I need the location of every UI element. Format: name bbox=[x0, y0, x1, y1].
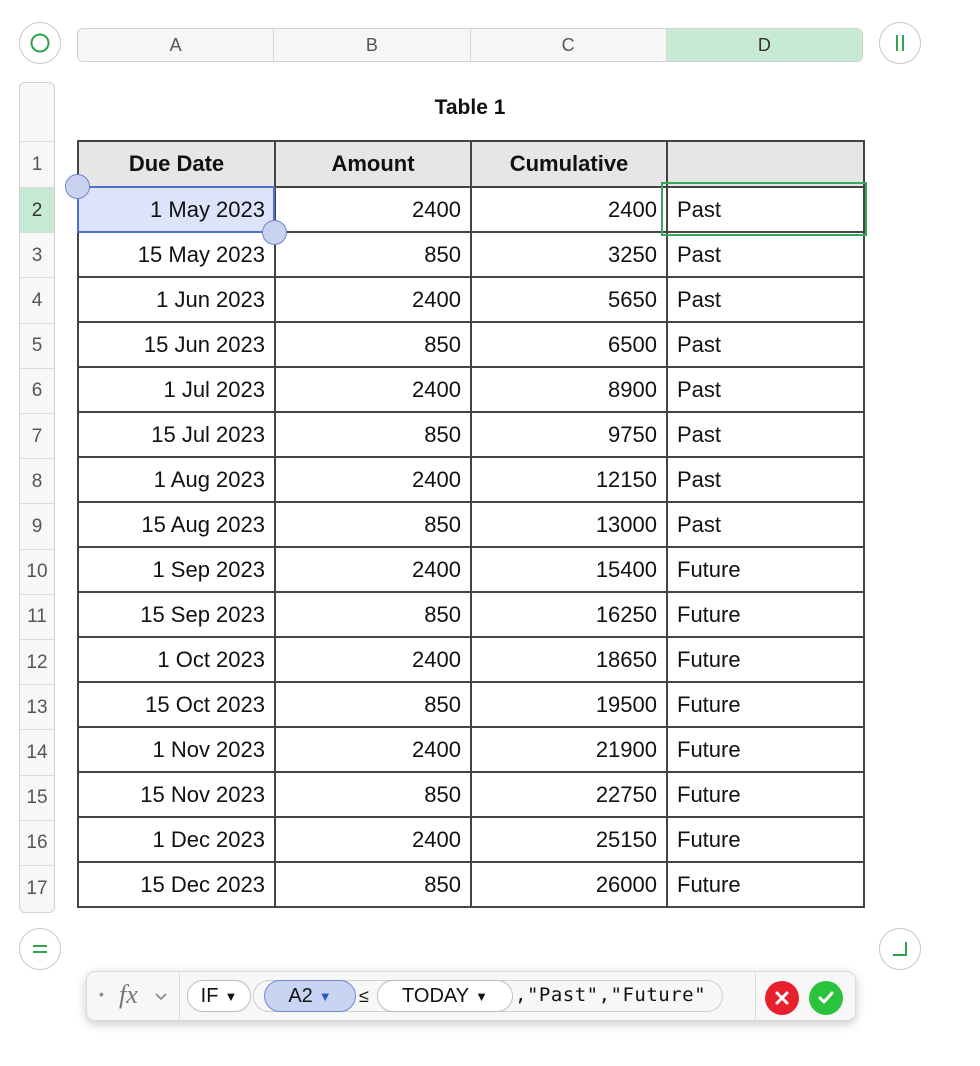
dropdown-triangle-icon: ▼ bbox=[318, 988, 332, 1004]
cumulative-cell[interactable]: 12150 bbox=[471, 457, 667, 502]
table-row bbox=[78, 547, 864, 592]
accept-button[interactable] bbox=[809, 981, 843, 1015]
reference-token-a2[interactable] bbox=[264, 980, 356, 1012]
amount-cell[interactable]: 2400 bbox=[275, 277, 471, 322]
amount-cell[interactable]: 850 bbox=[275, 592, 471, 637]
header-cell-due-date[interactable]: Due Date bbox=[78, 141, 275, 187]
due-date-cell[interactable]: 15 Jun 2023 bbox=[78, 322, 275, 367]
header-cell-amount[interactable]: Amount bbox=[275, 141, 471, 187]
row-header-1[interactable]: 1 bbox=[20, 141, 54, 188]
status-cell[interactable]: Future bbox=[667, 862, 864, 907]
amount-cell[interactable]: 2400 bbox=[275, 817, 471, 862]
due-date-cell[interactable]: 15 Dec 2023 bbox=[78, 862, 275, 907]
table-row bbox=[78, 412, 864, 457]
row-header-15[interactable]: 15 bbox=[20, 775, 54, 821]
status-cell[interactable]: Past bbox=[667, 187, 864, 232]
cumulative-cell[interactable]: 2400 bbox=[471, 187, 667, 232]
formula-arguments-text[interactable]: ,"Past","Future" bbox=[515, 984, 707, 1006]
function-token-label: IF bbox=[200, 984, 219, 1007]
table-select-button[interactable] bbox=[19, 22, 61, 64]
amount-cell[interactable]: 2400 bbox=[275, 727, 471, 772]
divider bbox=[179, 972, 180, 1022]
cumulative-cell[interactable]: 13000 bbox=[471, 502, 667, 547]
status-cell[interactable]: Past bbox=[667, 277, 864, 322]
row-header-bar bbox=[19, 82, 55, 913]
cumulative-cell[interactable]: 8900 bbox=[471, 367, 667, 412]
status-cell[interactable]: Past bbox=[667, 367, 864, 412]
table-row bbox=[78, 457, 864, 502]
amount-cell[interactable]: 2400 bbox=[275, 367, 471, 412]
due-date-cell[interactable]: 15 Aug 2023 bbox=[78, 502, 275, 547]
table-row bbox=[78, 637, 864, 682]
header-cell-status[interactable] bbox=[667, 141, 864, 187]
circle-icon bbox=[29, 32, 51, 54]
drag-dot-icon: • bbox=[99, 986, 104, 1002]
due-date-cell[interactable]: 15 Jul 2023 bbox=[78, 412, 275, 457]
due-date-cell[interactable]: 1 Aug 2023 bbox=[78, 457, 275, 502]
amount-cell[interactable]: 850 bbox=[275, 412, 471, 457]
amount-cell[interactable]: 850 bbox=[275, 862, 471, 907]
cumulative-cell[interactable]: 18650 bbox=[471, 637, 667, 682]
row-header-4[interactable]: 4 bbox=[20, 277, 54, 323]
resize-corner-icon bbox=[889, 938, 911, 960]
status-cell[interactable]: Past bbox=[667, 412, 864, 457]
amount-cell[interactable]: 850 bbox=[275, 772, 471, 817]
row-header-3[interactable]: 3 bbox=[20, 232, 54, 278]
selection-handle-top-left[interactable] bbox=[65, 174, 90, 199]
due-date-cell[interactable]: 1 Sep 2023 bbox=[78, 547, 275, 592]
data-table bbox=[77, 140, 865, 908]
dropdown-triangle-icon: ▼ bbox=[475, 988, 488, 1004]
row-header-17[interactable]: 17 bbox=[20, 865, 54, 911]
due-date-cell[interactable]: 1 Jul 2023 bbox=[78, 367, 275, 412]
table-row bbox=[78, 322, 864, 367]
row-header-12[interactable]: 12 bbox=[20, 639, 54, 685]
reference-token-label: A2 bbox=[288, 984, 313, 1007]
fx-icon[interactable]: fx bbox=[119, 980, 138, 1009]
status-cell[interactable]: Future bbox=[667, 592, 864, 637]
close-icon bbox=[774, 990, 790, 1006]
amount-cell[interactable]: 2400 bbox=[275, 457, 471, 502]
amount-cell[interactable]: 2400 bbox=[275, 547, 471, 592]
status-cell[interactable]: Past bbox=[667, 502, 864, 547]
table-row bbox=[78, 592, 864, 637]
status-cell[interactable]: Future bbox=[667, 727, 864, 772]
table-title: Table 1 bbox=[434, 96, 506, 119]
header-row bbox=[78, 141, 864, 187]
function-token-if[interactable] bbox=[187, 980, 251, 1012]
due-date-cell[interactable]: 1 May 2023 bbox=[78, 187, 275, 232]
amount-cell[interactable]: 2400 bbox=[275, 187, 471, 232]
status-cell[interactable]: Future bbox=[667, 637, 864, 682]
cumulative-cell[interactable]: 9750 bbox=[471, 412, 667, 457]
column-header-bar bbox=[77, 28, 863, 62]
status-cell[interactable]: Future bbox=[667, 772, 864, 817]
resize-table-button[interactable] bbox=[879, 928, 921, 970]
selection-handle-bottom-right[interactable] bbox=[262, 220, 287, 245]
cumulative-cell[interactable]: 5650 bbox=[471, 277, 667, 322]
add-row-button[interactable] bbox=[19, 928, 61, 970]
cumulative-cell[interactable]: 25150 bbox=[471, 817, 667, 862]
row-header-14[interactable]: 14 bbox=[20, 729, 54, 775]
status-cell[interactable]: Past bbox=[667, 457, 864, 502]
amount-cell[interactable]: 850 bbox=[275, 232, 471, 277]
row-header-6[interactable]: 6 bbox=[20, 368, 54, 414]
chevron-down-icon[interactable] bbox=[155, 992, 167, 1002]
cumulative-cell[interactable]: 26000 bbox=[471, 862, 667, 907]
table-row bbox=[78, 277, 864, 322]
status-cell[interactable]: Past bbox=[667, 232, 864, 277]
due-date-cell[interactable]: 1 Nov 2023 bbox=[78, 727, 275, 772]
cumulative-cell[interactable]: 21900 bbox=[471, 727, 667, 772]
checkmark-icon bbox=[817, 990, 835, 1006]
table-row bbox=[78, 682, 864, 727]
status-cell[interactable]: Future bbox=[667, 817, 864, 862]
cumulative-cell[interactable]: 19500 bbox=[471, 682, 667, 727]
due-date-cell[interactable]: 1 Dec 2023 bbox=[78, 817, 275, 862]
amount-cell[interactable]: 2400 bbox=[275, 637, 471, 682]
cumulative-cell[interactable]: 3250 bbox=[471, 232, 667, 277]
formula-bar bbox=[86, 971, 856, 1021]
add-column-button[interactable] bbox=[879, 22, 921, 64]
table-row bbox=[78, 772, 864, 817]
table-row bbox=[78, 817, 864, 862]
due-date-cell[interactable]: 15 May 2023 bbox=[78, 232, 275, 277]
row-handle-icon bbox=[29, 938, 51, 960]
row-header-5[interactable]: 5 bbox=[20, 323, 54, 369]
due-date-cell[interactable]: 15 Nov 2023 bbox=[78, 772, 275, 817]
status-cell[interactable]: Future bbox=[667, 547, 864, 592]
row-header-16[interactable]: 16 bbox=[20, 820, 54, 866]
column-header-b[interactable]: B bbox=[274, 29, 470, 61]
amount-cell[interactable]: 850 bbox=[275, 682, 471, 727]
cell-d2-edit-outline bbox=[661, 182, 867, 236]
table-row bbox=[78, 232, 864, 277]
column-header-d[interactable]: D bbox=[667, 29, 862, 61]
cumulative-cell[interactable]: 22750 bbox=[471, 772, 667, 817]
table-row bbox=[78, 862, 864, 907]
table-row bbox=[78, 367, 864, 412]
row-header-13[interactable]: 13 bbox=[20, 684, 54, 730]
column-header-a[interactable]: A bbox=[78, 29, 274, 61]
due-date-cell[interactable]: 1 Jun 2023 bbox=[78, 277, 275, 322]
cumulative-cell[interactable]: 6500 bbox=[471, 322, 667, 367]
cumulative-cell[interactable]: 16250 bbox=[471, 592, 667, 637]
table-row bbox=[78, 727, 864, 772]
dropdown-triangle-icon: ▼ bbox=[224, 988, 238, 1004]
row-header-8[interactable]: 8 bbox=[20, 458, 54, 504]
operator-symbol: ≤ bbox=[359, 986, 369, 1006]
amount-cell[interactable]: 850 bbox=[275, 322, 471, 367]
today-token-label: TODAY bbox=[402, 984, 470, 1007]
status-cell[interactable]: Future bbox=[667, 682, 864, 727]
column-header-c[interactable]: C bbox=[471, 29, 667, 61]
column-handle-icon bbox=[890, 32, 910, 54]
cell-a2-selection bbox=[77, 186, 275, 233]
cumulative-cell[interactable]: 15400 bbox=[471, 547, 667, 592]
divider bbox=[755, 972, 756, 1022]
header-cell-cumulative[interactable]: Cumulative bbox=[471, 141, 667, 187]
function-token-today[interactable] bbox=[377, 980, 513, 1012]
table-row bbox=[78, 502, 864, 547]
row-header-11[interactable]: 11 bbox=[20, 594, 54, 640]
row-header-10[interactable]: 10 bbox=[20, 549, 54, 595]
cancel-button[interactable] bbox=[765, 981, 799, 1015]
due-date-cell[interactable]: 15 Sep 2023 bbox=[78, 592, 275, 637]
row-header-2[interactable]: 2 bbox=[20, 187, 54, 233]
status-cell[interactable]: Past bbox=[667, 322, 864, 367]
amount-cell[interactable]: 850 bbox=[275, 502, 471, 547]
due-date-cell[interactable]: 1 Oct 2023 bbox=[78, 637, 275, 682]
row-header-9[interactable]: 9 bbox=[20, 503, 54, 549]
row-header-7[interactable]: 7 bbox=[20, 413, 54, 459]
due-date-cell[interactable]: 15 Oct 2023 bbox=[78, 682, 275, 727]
